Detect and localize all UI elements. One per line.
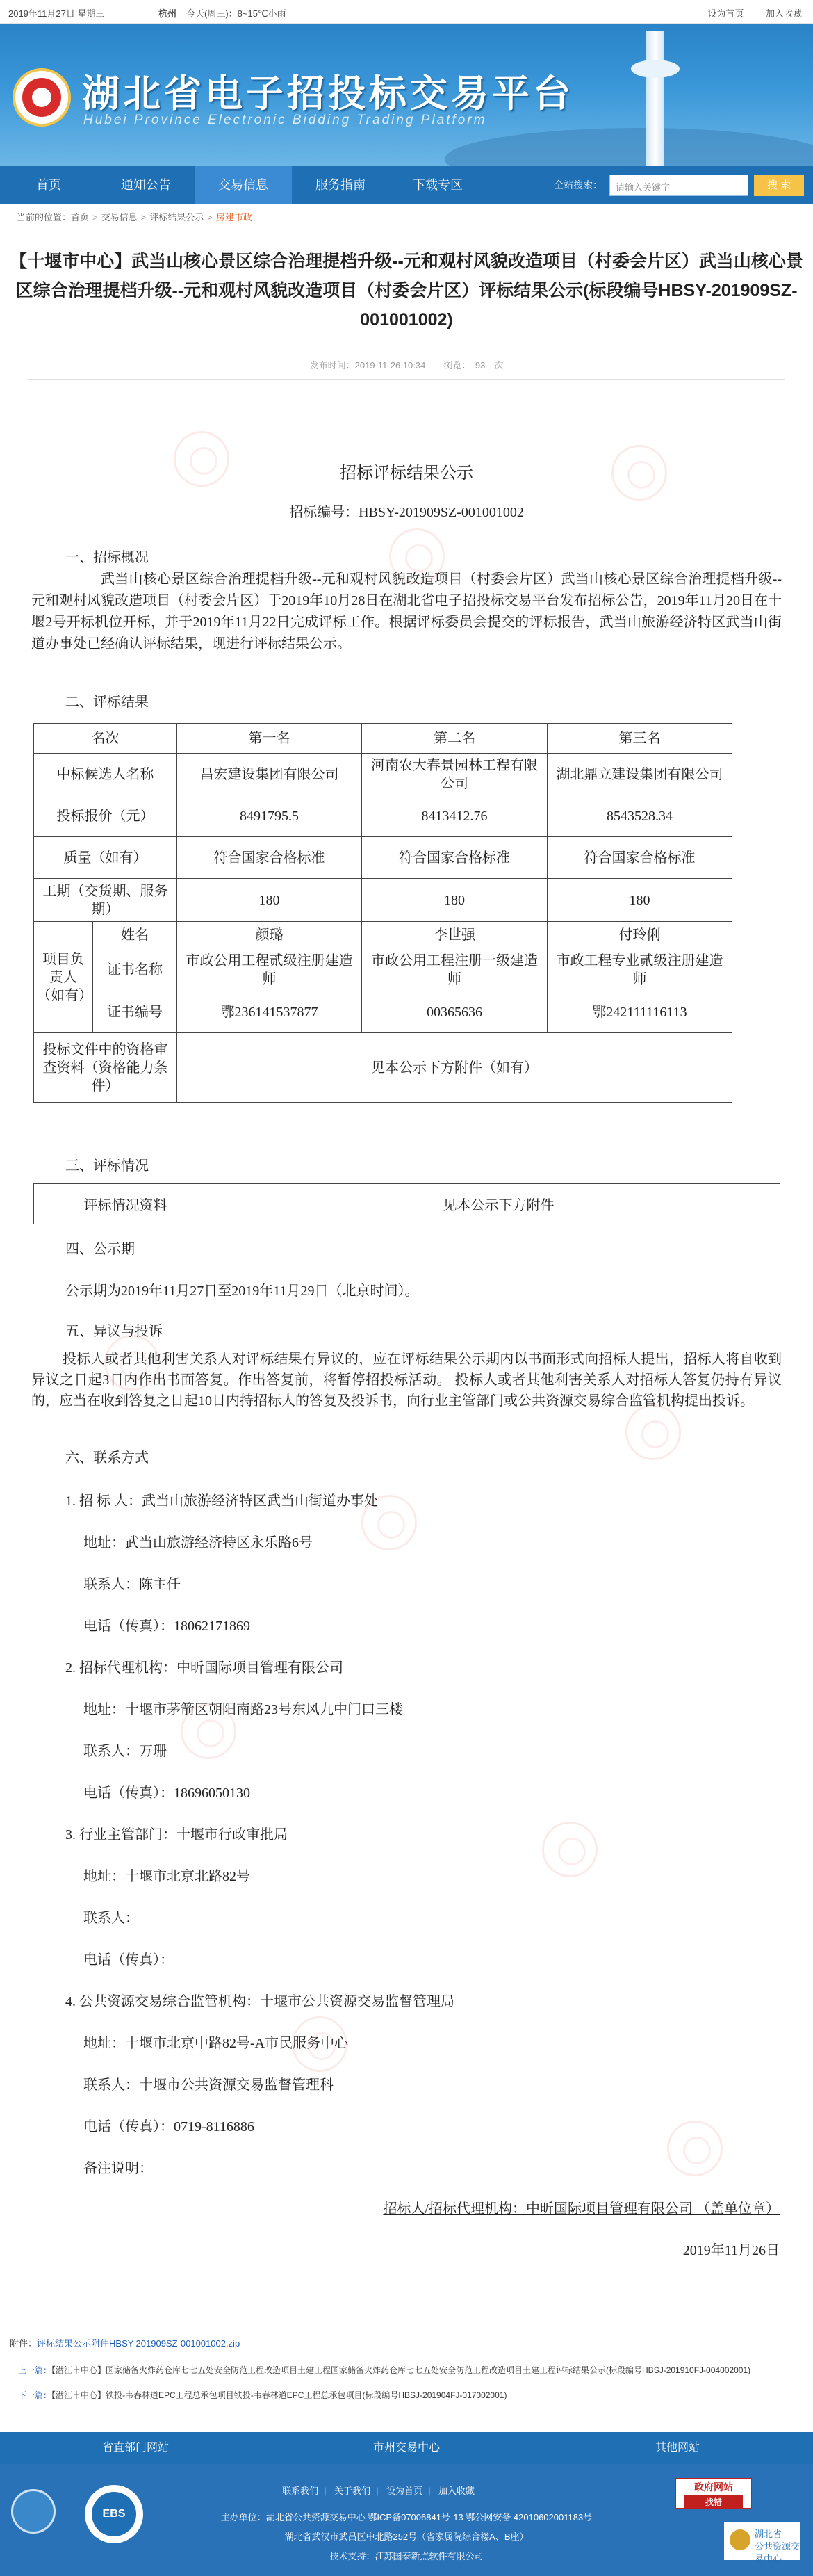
contact-authority-person: 联系人： <box>83 1911 139 1926</box>
footer-nav-other-sites[interactable]: 其他网站 <box>655 2442 700 2454</box>
contact-tenderer-address: 地址：武当山旅游经济特区永乐路6号 <box>83 1535 313 1550</box>
set-homepage-link[interactable]: 设为首页 <box>707 8 744 19</box>
section-contact-heading: 六、联系方式 <box>65 1450 149 1466</box>
cert-no-first: 鄂236141537877 <box>177 991 362 1033</box>
evaluation-label: 评标情况资料 <box>34 1184 217 1224</box>
add-favorite-link[interactable]: 加入收藏 <box>765 8 802 19</box>
emblem-icon <box>730 2529 750 2550</box>
title-divider <box>28 379 785 380</box>
next-article <box>18 2389 507 2401</box>
row-label-cert-name: 证书名称 <box>93 948 177 991</box>
signature-date: 2019年11月26日 <box>682 2243 780 2258</box>
attachment-link[interactable]: 评标结果公示附件HBSY-201909SZ-001001002.zip <box>37 2338 240 2349</box>
current-date: 2019年11月27日 星期三 <box>8 8 105 19</box>
cert-no-second: 00365636 <box>362 991 548 1033</box>
price-first: 8491795.5 <box>177 795 362 837</box>
section-evaluation-heading: 三、评标情况 <box>65 1158 149 1174</box>
section-period-text: 公示期为2019年11月27日至2019年11月29日（北京时间）。 <box>65 1283 419 1299</box>
header-third: 第三名 <box>548 724 732 754</box>
badge-title: 政府网站 <box>694 2481 733 2493</box>
price-third: 8543528.34 <box>548 795 732 837</box>
footer-support: 技术支持：江苏国泰新点软件有限公司 <box>329 2551 484 2561</box>
gov-site-error-badge[interactable] <box>675 2478 752 2509</box>
contact-supervisor-phone: 电话（传真）：0719-8116886 <box>83 2119 254 2134</box>
site-footer <box>0 2464 813 2576</box>
contact-supervisor-person: 联系人：十堰市公共资源交易监督管理科 <box>83 2077 334 2093</box>
pm-name-first: 颜璐 <box>177 922 362 948</box>
contact-agency: 2. 招标代理机构：中昕国际项目管理有限公司 <box>65 1660 343 1676</box>
period-first: 180 <box>177 879 362 922</box>
gov-org-line2: 公共资源交易中心 <box>755 2541 800 2564</box>
candidate-third: 湖北鼎立建设集团有限公司 <box>548 754 732 795</box>
evaluation-value: 见本公示下方附件 <box>217 1184 780 1224</box>
nav-trade-info[interactable]: 交易信息 <box>195 166 292 204</box>
footer-favorite-link[interactable]: 加入收藏 <box>438 2486 475 2496</box>
doc-bid-code: 招标编号：HBSY-201909SZ-001001002 <box>289 505 524 520</box>
contact-supervisor: 4. 公共资源交易综合监管机构：十堰市公共资源交易监督管理局 <box>65 1994 454 2009</box>
contact-agency-person: 联系人：万珊 <box>83 1744 167 1759</box>
period-third: 180 <box>548 879 732 922</box>
gov-org-badge[interactable] <box>724 2522 800 2564</box>
candidate-second: 河南农大春景园林工程有限公司 <box>362 754 548 795</box>
row-label-project-manager: 项目负责人（如有） <box>34 922 93 1033</box>
row-label-qualification: 投标文件中的资格审查资料（资格能力条件） <box>34 1033 177 1103</box>
footer-homepage-link[interactable]: 设为首页 <box>386 2486 423 2496</box>
cert-no-third: 鄂242111116113 <box>548 991 732 1033</box>
row-label-cert-no: 证书编号 <box>93 991 177 1033</box>
evaluation-table <box>33 1183 780 1224</box>
breadcrumb-home[interactable]: 首页 <box>71 212 90 222</box>
quality-first: 符合国家合格标准 <box>177 837 362 879</box>
prev-label: 上一篇： <box>18 2365 52 2375</box>
signature-line: 招标人/招标代理机构：中昕国际项目管理有限公司 （盖单位章） <box>383 2201 780 2217</box>
doc-heading: 招标评标结果公示 <box>340 464 473 483</box>
header-first: 第一名 <box>177 724 362 754</box>
cert-name-third: 市政工程专业贰级注册建造师 <box>548 948 732 991</box>
breadcrumb-bid-results[interactable]: 评标结果公示 <box>149 212 204 222</box>
prev-link[interactable]: 【潜江市中心】国家储备火炸药仓库七七五处安全防范工程改造项目土建工程国家储备火炸药仓库七七五处安全防范工程改造项目土建工程评标结果公示(标段编号HBSJ-201910FJ-004002001) <box>51 2365 751 2375</box>
footer-address: 湖北省武汉市武昌区中北路252号（省家属院综合楼A、B座） <box>284 2532 529 2542</box>
row-label-price: 投标报价（元） <box>34 795 177 837</box>
cert-name-first: 市政公用工程贰级注册建造师 <box>177 948 362 991</box>
breadcrumb-prefix: 当前的位置： <box>17 212 72 222</box>
header-rank: 名次 <box>34 724 177 754</box>
top-bar <box>0 0 813 24</box>
remarks-label: 备注说明： <box>83 2161 153 2176</box>
breadcrumb: 当前的位置：首页 > 交易信息 > 评标结果公示 > 房建市政 <box>17 212 252 222</box>
site-title: 湖北省电子招投标交易平台 <box>82 73 574 115</box>
watermark-seal <box>625 1404 681 1460</box>
contact-tenderer: 1. 招 标 人：武当山旅游经济特区武当山街道办事处 <box>65 1493 378 1509</box>
attachment-label: 附件： <box>10 2338 38 2349</box>
contact-tenderer-person: 联系人：陈主任 <box>83 1577 181 1592</box>
footer-nav-provincial[interactable]: 省直部门网站 <box>101 2442 169 2454</box>
prev-article <box>18 2364 750 2376</box>
nav-home[interactable]: 首页 <box>36 178 61 192</box>
search-label: 全站搜索： <box>554 179 602 191</box>
row-label-quality: 质量（如有） <box>34 837 177 879</box>
banner-hill-art <box>445 128 813 166</box>
main-nav <box>0 166 813 204</box>
section-objection-text: 投标人或者其他利害关系人对评标结果有异议的，应在评标结果公示期内以书面形式向招标人提出，招标人将自收到异议之日起3日内作出书面答复。作出答复前，将暂停招投标活动。 投标人或者其他利害关系人对招标人答复仍持有异议的，应当在收到答复之日起10日内持招标人的答复及投诉书，向行业主管部门或公共资源交易综合监管机构提出投诉。 <box>31 1352 782 1409</box>
article-meta: 发布时间：2019-11-26 10:34 浏览： 93 次 <box>309 360 504 371</box>
section-objection-heading: 五、异议与投诉 <box>65 1324 163 1339</box>
qualification-value: 见本公示下方附件（如有） <box>177 1033 732 1103</box>
section-overview-heading: 一、招标概况 <box>65 550 149 565</box>
footer-links: 联系我们 | 关于我们 | 设为首页 | 加入收藏 <box>282 2486 475 2496</box>
weather-city: 杭州 <box>158 8 177 19</box>
next-label: 下一篇： <box>18 2390 52 2400</box>
pm-name-third: 付玲俐 <box>548 922 732 948</box>
footer-nav-city-centers[interactable]: 市州交易中心 <box>372 2442 440 2454</box>
candidate-first: 昌宏建设集团有限公司 <box>177 754 362 795</box>
footer-nav <box>0 2432 813 2464</box>
contact-agency-phone: 电话（传真）：18696050130 <box>83 1785 250 1801</box>
site-banner <box>0 24 813 166</box>
site-subtitle: Hubei Province Electronic Bidding Trading Platform <box>83 113 487 127</box>
watermark-seal <box>667 2121 723 2176</box>
attachment-row <box>10 2336 240 2349</box>
row-label-candidate: 中标候选人名称 <box>34 754 177 795</box>
watermark-seal <box>542 1822 598 1877</box>
breadcrumb-trade-info[interactable]: 交易信息 <box>101 212 138 222</box>
nav-service-guide[interactable]: 服务指南 <box>315 178 366 192</box>
pm-name-second: 李世强 <box>362 922 548 948</box>
period-second: 180 <box>362 879 548 922</box>
results-table <box>33 723 732 1103</box>
section-period-heading: 四、公示期 <box>65 1242 135 1257</box>
breadcrumb-current[interactable]: 房建市政 <box>215 212 252 222</box>
contact-authority-address: 地址：十堰市北京北路82号 <box>83 1869 250 1884</box>
article-title: 【十堰市中心】武当山核心景区综合治理提档升级--元和观村风貌改造项目（村委会片区）武当山核心景区综合治理提档升级--元和观村风貌改造项目（村委会片区）评标结果公示(标段编号HBSY-201909SZ-001001002) <box>10 252 803 330</box>
cert-name-second: 市政公用工程注册一级建造师 <box>362 948 548 991</box>
weather-text: 今天(周三)：8~15℃小雨 <box>186 8 286 19</box>
next-link[interactable]: 【潜江市中心】铁投-韦春林道EPC工程总承包项目铁投-韦春林道EPC工程总承包项目(标段编号HBSJ-201904FJ-017002001) <box>51 2390 507 2400</box>
nav-notices[interactable]: 通知公告 <box>121 178 171 192</box>
ebs-logo-text: EBS <box>92 2492 136 2536</box>
badge-sub: 找错 <box>684 2495 743 2509</box>
tower-illustration <box>646 31 664 166</box>
site-logo-icon[interactable] <box>13 68 71 127</box>
search-input[interactable]: 请输入关键字 <box>609 175 748 196</box>
header-second: 第二名 <box>362 724 548 754</box>
row-label-period: 工期（交货期、服务期） <box>34 879 177 922</box>
search-button[interactable]: 搜 索 <box>754 175 804 196</box>
row-label-name: 姓名 <box>93 922 177 948</box>
section-overview-text: 武当山核心景区综合治理提档升级--元和观村风貌改造项目（村委会片区）武当山核心景区综合治理提档升级--元和观村风貌改造项目（村委会片区）于2019年10月28日在湖北省电子招投标交易平台发布招标公告，2019年11月20日在十堰2号开标机位开标，并于2019年11月22日完成评标工作。根据评标委员会提交的评标报告，武当山旅游经济特区武当山街道办事处已经确认评标结果，现进行评标结果公示。 <box>31 572 782 651</box>
footer-host: 主办单位：湖北省公共资源交易中心 鄂ICP备07006841号-13 鄂公网安备 42010602001183号 <box>220 2512 593 2522</box>
price-second: 8413412.76 <box>362 795 548 837</box>
contact-supervisor-address: 地址：十堰市北京中路82号-A市民服务中心 <box>83 2036 349 2051</box>
contact-authority-phone: 电话（传真）： <box>83 1952 174 1968</box>
contact-authority: 3. 行业主管部门：十堰市行政审批局 <box>65 1827 288 1842</box>
section-results-heading: 二、评标结果 <box>65 695 149 710</box>
gov-org-line1: 湖北省 <box>755 2529 782 2539</box>
quality-second: 符合国家合格标准 <box>362 837 548 879</box>
quality-third: 符合国家合格标准 <box>548 837 732 879</box>
contact-agency-address: 地址：十堰市茅箭区朝阳南路23号东风九中门口三楼 <box>83 1702 403 1717</box>
contact-tenderer-phone: 电话（传真）：18062171869 <box>83 1619 250 1634</box>
footer-about-link[interactable]: 关于我们 <box>334 2486 371 2496</box>
nav-downloads[interactable]: 下载专区 <box>413 178 463 192</box>
footer-contact-link[interactable]: 联系我们 <box>282 2486 319 2496</box>
